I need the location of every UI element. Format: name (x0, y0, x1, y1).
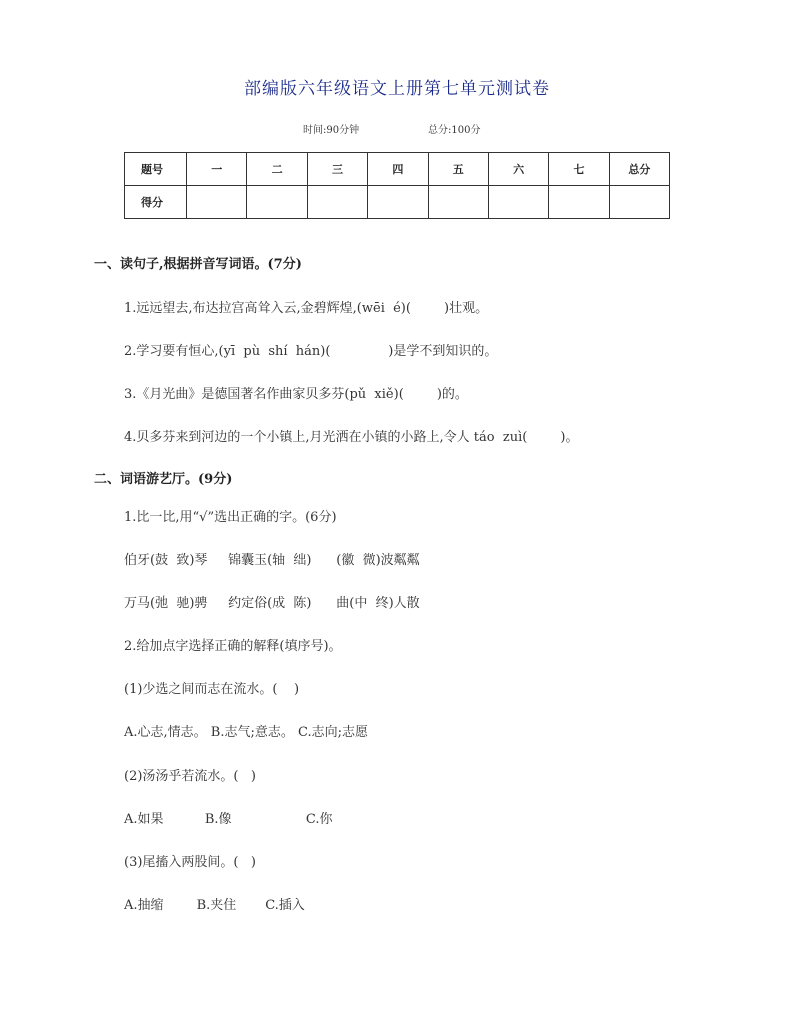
score-cell (549, 186, 609, 219)
exam-time: 时间:90分钟 (303, 125, 360, 136)
score-cell (187, 186, 247, 219)
question-2-2: 2.给加点字选择正确的解释(填序号)。 (124, 639, 342, 654)
question-1-4: 4.贝多芬来到河边的一个小镇上,月光洒在小镇的小路上,令人 táo zuì( )。 (124, 430, 579, 445)
score-cell (609, 186, 669, 219)
score-table-header-cell: 题号 (125, 153, 187, 186)
score-table-header-cell: 六 (488, 153, 548, 186)
question-2-1-row-2: 万马(弛 驰)骋 约定俗(成 陈) 曲(中 终)人散 (124, 596, 420, 611)
question-2-1-row-1: 伯牙(鼓 致)琴 锦囊玉(轴 绌) (徽 微)波粼粼 (124, 553, 420, 568)
score-table-header-cell: 五 (428, 153, 488, 186)
section-1-heading: 一、读句子,根据拼音写词语。(7分) (94, 257, 302, 272)
score-table-header-cell: 总分 (609, 153, 669, 186)
score-table (124, 152, 670, 219)
score-cell (247, 186, 307, 219)
score-table-header-cell: 七 (549, 153, 609, 186)
score-cell (488, 186, 548, 219)
section-2-heading: 二、词语游艺厅。(9分) (94, 472, 233, 487)
score-row-label: 得分 (125, 186, 187, 219)
score-cell (307, 186, 367, 219)
score-cell (428, 186, 488, 219)
question-1-3: 3.《月光曲》是德国著名作曲家贝多芬(pǔ xiě)( )的。 (124, 387, 468, 402)
question-2-2-3-options: A.抽缩 B.夹住 C.插入 (124, 898, 305, 913)
score-table-score-row (125, 186, 670, 219)
score-table-header-cell: 三 (307, 153, 367, 186)
score-table-header-row (125, 153, 670, 186)
exam-total-score: 总分:100分 (428, 125, 481, 136)
question-1-1: 1.远远望去,布达拉宫高耸入云,金碧辉煌,(wēi é)( )壮观。 (124, 301, 489, 316)
question-1-2: 2.学习要有恒心,(yī pù shí hán)( )是学不到知识的。 (124, 344, 498, 359)
score-table-header-cell: 二 (247, 153, 307, 186)
score-cell (368, 186, 428, 219)
page-title: 部编版六年级语文上册第七单元测试卷 (244, 79, 550, 99)
score-table-header-cell: 四 (368, 153, 428, 186)
question-2-2-2-options: A.如果 B.像 C.你 (124, 812, 333, 827)
score-table-header-cell: 一 (187, 153, 247, 186)
question-2-2-2: (2)汤汤乎若流水。( ) (124, 769, 256, 784)
question-2-2-3: (3)尾搐入两股间。( ) (124, 855, 256, 870)
question-2-2-1: (1)少选之间而志在流水。( ) (124, 682, 300, 697)
question-2-2-1-options: A.心志,情志。 B.志气;意志。 C.志向;志愿 (124, 725, 368, 740)
question-2-1: 1.比一比,用“√”选出正确的字。(6分) (124, 510, 337, 525)
